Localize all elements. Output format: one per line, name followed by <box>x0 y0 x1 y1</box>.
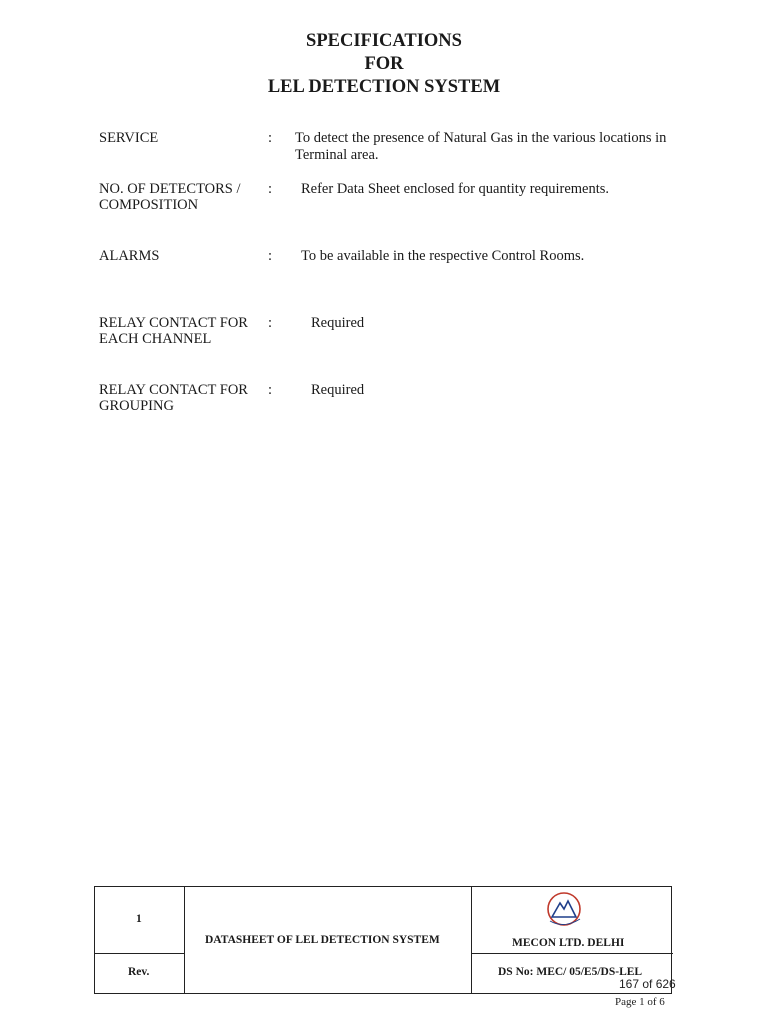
spec-colon: : <box>268 315 273 331</box>
table-divider <box>95 953 184 954</box>
table-divider <box>184 887 185 993</box>
rev-label: Rev. <box>128 966 150 978</box>
spec-label: NO. OF DETECTORS / <box>99 181 241 197</box>
spec-colon: : <box>268 130 273 146</box>
spec-colon: : <box>268 248 273 264</box>
spec-label: SERVICE <box>99 130 159 146</box>
spec-colon: : <box>268 382 273 398</box>
spec-value: Required <box>311 382 365 398</box>
title-line-1: SPECIFICATIONS <box>306 31 462 51</box>
spec-label: EACH CHANNEL <box>99 331 212 347</box>
mecon-logo-icon <box>544 891 592 931</box>
spec-label: RELAY CONTACT FOR <box>99 315 248 331</box>
table-divider <box>471 953 673 954</box>
title-line-2: FOR <box>364 54 404 74</box>
spec-value: Terminal area. <box>295 147 379 163</box>
spec-value: Required <box>311 315 365 331</box>
spec-value: To detect the presence of Natural Gas in the various locations in <box>295 130 667 146</box>
spec-colon: : <box>268 181 273 197</box>
page-number: Page 1 of 6 <box>615 996 665 1008</box>
spec-value: To be available in the respective Control Rooms. <box>301 248 585 264</box>
ds-number: DS No: MEC/ 05/E5/DS-LEL <box>498 966 643 978</box>
page-stamp: 167 of 626 <box>619 977 676 991</box>
doc-title: DATASHEET OF LEL DETECTION SYSTEM <box>205 934 440 946</box>
spec-label: ALARMS <box>99 248 160 264</box>
title-line-3: LEL DETECTION SYSTEM <box>267 77 501 97</box>
spec-value: Refer Data Sheet enclosed for quantity requirements. <box>301 181 610 197</box>
rev-number: 1 <box>136 913 142 925</box>
spec-label: GROUPING <box>99 398 174 414</box>
spec-label: COMPOSITION <box>99 197 199 213</box>
footer-title-block <box>94 886 672 994</box>
table-divider <box>471 887 472 993</box>
spec-label: RELAY CONTACT FOR <box>99 382 248 398</box>
company-name: MECON LTD. DELHI <box>512 937 625 949</box>
